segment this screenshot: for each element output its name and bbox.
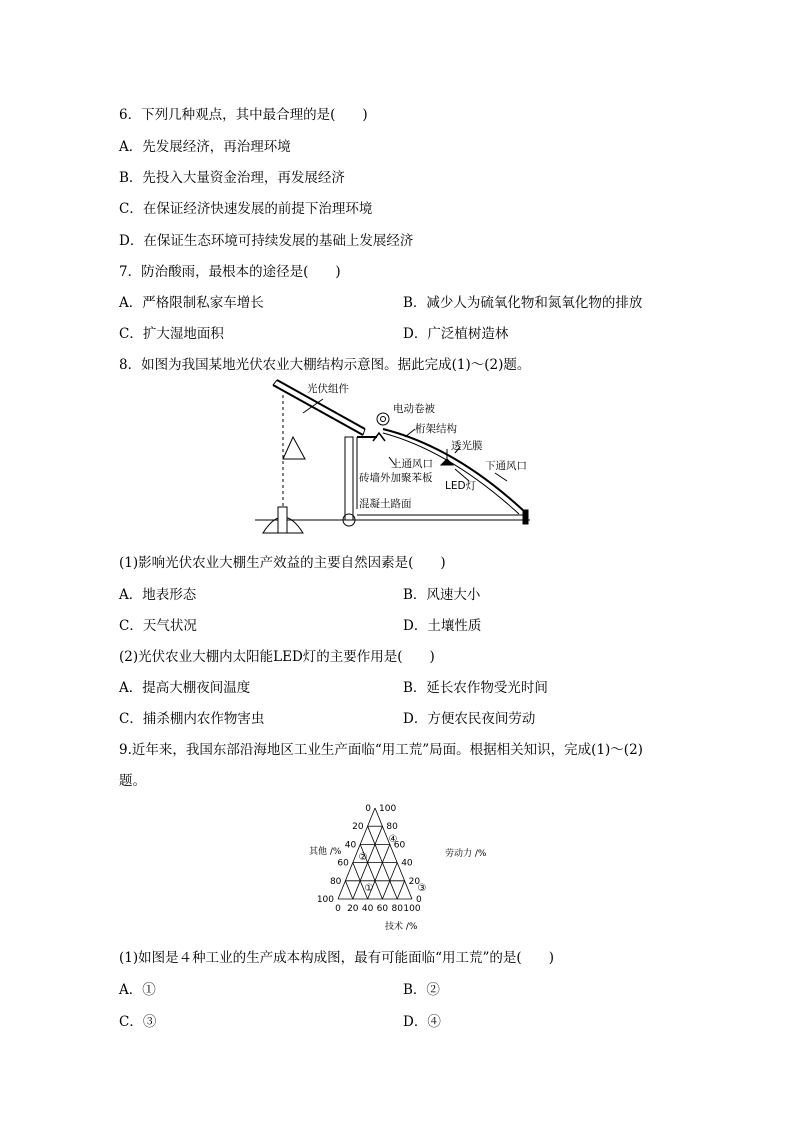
q8-sub2-stem: (2)光伏农业大棚内太阳能LED灯的主要作用是( ): [119, 649, 435, 665]
point-label: ④: [388, 834, 398, 845]
q8-sub2-option-a: A．提高大棚夜间温度: [119, 680, 251, 696]
greenhouse-structure-diagram: [255, 377, 545, 537]
q8-sub1-option-c: C．天气状况: [119, 618, 197, 634]
q8-sub2-option-d: D．方便农民夜间劳动: [403, 711, 536, 727]
bottom-tick-label: 0: [335, 904, 341, 914]
front-post: [523, 510, 528, 524]
q7-stem: 7．防治酸雨，最根本的途径是( ): [119, 264, 341, 280]
q7-option-c: C．扩大湿地面积: [119, 326, 224, 342]
point-label: ①: [364, 883, 374, 894]
q7-option-a: A．严格限制私家车增长: [119, 295, 264, 311]
right-tick-label: 20: [408, 876, 421, 887]
q8-sub2-option-c: C．捕杀棚内农作物害虫: [119, 711, 265, 727]
q9-sub1-option-a: A．①: [119, 982, 156, 998]
bottom-tick-label: 100: [403, 904, 421, 914]
q9-sub1-option-c: C．③: [119, 1014, 157, 1030]
label-lower-vent: 下通风口: [485, 460, 527, 472]
grid-line: [397, 881, 404, 899]
right-tick-label: 100: [379, 804, 397, 814]
left-tick-label: 40: [344, 840, 357, 851]
right-tick-label: 60: [393, 840, 406, 851]
q9-sub1-stem: (1)如图是４种工业的生产成本构成图，最有可能面临“用工荒”的是( ): [119, 950, 554, 966]
label-truss: 桁架结构: [415, 423, 457, 435]
roller-icon: [377, 413, 389, 425]
q6-option-b: B．先投入大量资金治理，再发展经济: [119, 170, 345, 186]
led-lamp-icon: [441, 459, 453, 465]
bottom-tick-label: 60: [376, 904, 389, 914]
q8-stem: 8．如图为我国某地光伏农业大棚结构示意图。据此完成(1)～(2)题。: [119, 357, 531, 373]
right-tick-label: 80: [386, 822, 398, 833]
q8-sub2-option-b: B．延长农作物受光时间: [403, 680, 548, 696]
q6-option-c: C．在保证经济快速发展的前提下治理环境: [119, 201, 373, 217]
label-wall: 砖墙外加聚苯板: [359, 472, 433, 484]
left-tick-label: 20: [352, 822, 364, 833]
label-led: LED灯: [445, 480, 477, 492]
label-road: 混凝土路面: [359, 498, 412, 510]
ternary-diagram: [305, 798, 495, 934]
left-tick-label: 100: [316, 895, 334, 905]
q9-stem-line1: 9.近年来，我国东部沿海地区工业生产面临“用工荒”局面。根据相关知识，完成(1)～(2): [119, 742, 643, 758]
q7-option-b: B．减少人为硫氧化物和氮氧化物的排放: [403, 295, 643, 311]
q8-sub1-option-b: B．风速大小: [403, 587, 481, 603]
label-film: 透光膜: [451, 440, 483, 452]
point-label: ②: [358, 852, 368, 863]
left-tick-label: 0: [365, 804, 371, 814]
label-pv: 光伏组件: [307, 383, 349, 395]
label-upper-vent: 上通风口: [391, 458, 433, 470]
bottom-tick-label: 80: [391, 904, 403, 914]
post-base: [278, 507, 287, 533]
q6-option-d: D．在保证生态环境可持续发展的基础上发展经济: [119, 233, 414, 249]
right-tick-label: 0: [416, 895, 422, 905]
left-tick-label: 80: [329, 876, 342, 887]
q9-sub1-option-d: D．④: [403, 1014, 441, 1030]
axis-label-labor: 劳动力 /%: [445, 849, 487, 859]
back-wall: [345, 437, 353, 520]
point-label: ③: [417, 883, 427, 894]
axis-label-other: 其他 /%: [309, 847, 342, 857]
q7-option-d: D．广泛植树造林: [403, 326, 509, 342]
label-roller: 电动卷被: [393, 403, 435, 415]
q6-option-a: A．先发展经济，再治理环境: [119, 139, 291, 155]
q8-sub1-option-d: D．土壤性质: [403, 618, 482, 634]
q9-sub1-option-b: B．②: [403, 982, 440, 998]
bottom-tick-label: 20: [347, 904, 359, 914]
q8-sub1-option-a: A．地表形态: [119, 587, 197, 603]
axis-label-tech: 技术 /%: [385, 922, 418, 932]
left-tick-label: 60: [337, 858, 349, 869]
grid-line: [345, 881, 352, 899]
panel-bracket: [283, 437, 305, 459]
bottom-tick-label: 40: [361, 904, 374, 914]
q9-stem-line2: 题。: [119, 773, 146, 789]
q8-sub1-stem: (1)影响光伏农业大棚生产效益的主要自然因素是( ): [119, 555, 446, 571]
right-tick-label: 40: [401, 858, 413, 869]
q6-stem: 6．下列几种观点，其中最合理的是( ): [119, 107, 368, 123]
